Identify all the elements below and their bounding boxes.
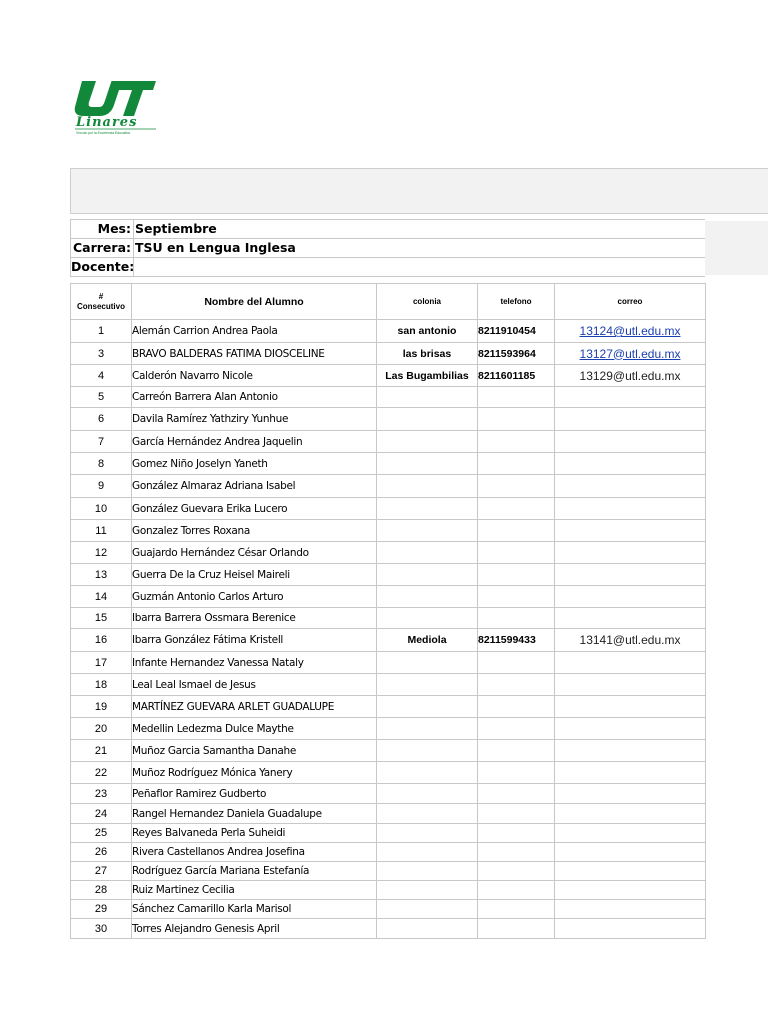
colonia-cell (377, 674, 478, 696)
student-name: González Almaraz Adriana Isabel (132, 475, 377, 498)
telefono-cell (478, 387, 555, 408)
mes-row (70, 219, 705, 238)
row-number: 27 (71, 862, 132, 881)
row-number: 13 (71, 564, 132, 586)
correo-cell (555, 387, 706, 408)
ut-linares-logo (72, 78, 158, 136)
colonia-cell (377, 564, 478, 586)
table-row (71, 862, 706, 881)
telefono-cell (478, 881, 555, 900)
table-row (71, 881, 706, 900)
row-number: 12 (71, 542, 132, 564)
student-name: Rodríguez García Mariana Estefanía (132, 862, 377, 881)
student-name: Rangel Hernandez Daniela Guadalupe (132, 804, 377, 824)
telefono-cell (478, 520, 555, 542)
correo-cell (555, 674, 706, 696)
telefono-cell (478, 652, 555, 674)
correo-cell (555, 881, 706, 900)
colonia-cell (377, 718, 478, 740)
correo-cell (555, 365, 706, 387)
table-row (71, 564, 706, 586)
row-number: 10 (71, 498, 132, 520)
telefono-cell (478, 824, 555, 843)
student-name: Calderón Navarro Nicole (132, 365, 377, 387)
correo-cell (555, 862, 706, 881)
row-number: 11 (71, 520, 132, 542)
colonia-cell: Mediola (377, 629, 478, 652)
colonia-cell (377, 520, 478, 542)
student-name: Gomez Niño Joselyn Yaneth (132, 453, 377, 475)
table-row (71, 652, 706, 674)
colonia-cell (377, 475, 478, 498)
correo-cell (555, 824, 706, 843)
student-roster-table (70, 283, 706, 939)
table-row (71, 475, 706, 498)
correo-cell (555, 608, 706, 629)
header-nombre: Nombre del Alumno (132, 284, 377, 320)
correo-cell (555, 586, 706, 608)
docente-value[interactable] (134, 258, 705, 276)
telefono-cell (478, 862, 555, 881)
telefono-cell (478, 498, 555, 520)
info-side-shade (705, 221, 768, 275)
table-row (71, 365, 706, 387)
colonia-cell (377, 408, 478, 431)
row-number: 21 (71, 740, 132, 762)
table-row (71, 843, 706, 862)
table-row (71, 824, 706, 843)
carrera-row (70, 238, 705, 257)
header-telefono: telefono (478, 284, 555, 320)
row-number: 29 (71, 900, 132, 919)
colonia-cell (377, 740, 478, 762)
header-consecutivo: # Consecutivo (71, 284, 132, 320)
row-number: 22 (71, 762, 132, 784)
correo-cell (555, 696, 706, 718)
student-name: Carreón Barrera Alan Antonio (132, 387, 377, 408)
telefono-cell (478, 784, 555, 804)
svg-text:Linares: Linares (76, 115, 138, 130)
row-number: 23 (71, 784, 132, 804)
student-name: González Guevara Erika Lucero (132, 498, 377, 520)
header-box (70, 168, 768, 214)
row-number: 4 (71, 365, 132, 387)
colonia-cell (377, 652, 478, 674)
telefono-cell (478, 843, 555, 862)
correo-cell (555, 784, 706, 804)
row-number: 5 (71, 387, 132, 408)
table-header-row (71, 284, 706, 320)
correo-cell (555, 718, 706, 740)
table-row (71, 453, 706, 475)
correo-cell (555, 408, 706, 431)
correo-cell (555, 343, 706, 365)
table-row (71, 762, 706, 784)
colonia-cell (377, 608, 478, 629)
correo-cell (555, 498, 706, 520)
colonia-cell (377, 804, 478, 824)
correo-cell (555, 740, 706, 762)
correo-cell (555, 431, 706, 453)
row-number: 18 (71, 674, 132, 696)
table-row (71, 320, 706, 343)
student-name: Leal Leal Ismael de Jesus (132, 674, 377, 696)
table-row (71, 900, 706, 919)
row-number: 20 (71, 718, 132, 740)
table-row (71, 498, 706, 520)
correo-cell (555, 629, 706, 652)
student-name: García Hernández Andrea Jaquelin (132, 431, 377, 453)
header-correo: correo (555, 284, 706, 320)
correo-cell (555, 475, 706, 498)
telefono-cell (478, 608, 555, 629)
student-name: Davila Ramírez Yathziry Yunhue (132, 408, 377, 431)
telefono-cell (478, 431, 555, 453)
telefono-cell (478, 804, 555, 824)
colonia-cell (377, 919, 478, 939)
colonia-cell (377, 696, 478, 718)
table-row (71, 408, 706, 431)
correo-cell (555, 900, 706, 919)
correo-cell (555, 453, 706, 475)
colonia-cell: las brisas (377, 343, 478, 365)
table-row (71, 740, 706, 762)
row-number: 6 (71, 408, 132, 431)
colonia-cell (377, 387, 478, 408)
table-row (71, 629, 706, 652)
telefono-cell (478, 718, 555, 740)
student-name: Infante Hernandez Vanessa Nataly (132, 652, 377, 674)
colonia-cell (377, 862, 478, 881)
email-text: 13129@utl.edu.mx (579, 368, 681, 383)
colonia-cell (377, 900, 478, 919)
telefono-cell: 8211910454 (478, 320, 555, 343)
correo-cell (555, 652, 706, 674)
row-number: 19 (71, 696, 132, 718)
table-row (71, 431, 706, 453)
colonia-cell: san antonio (377, 320, 478, 343)
telefono-cell (478, 564, 555, 586)
colonia-cell (377, 843, 478, 862)
table-row (71, 674, 706, 696)
colonia-cell (377, 498, 478, 520)
student-name: Muñoz Garcia Samantha Danahe (132, 740, 377, 762)
row-number: 30 (71, 919, 132, 939)
student-name: Sánchez Camarillo Karla Marisol (132, 900, 377, 919)
row-number: 15 (71, 608, 132, 629)
student-name: Ruiz Martinez Cecilia (132, 881, 377, 900)
table-row (71, 919, 706, 939)
colonia-cell (377, 453, 478, 475)
table-row (71, 542, 706, 564)
correo-cell (555, 520, 706, 542)
row-number: 26 (71, 843, 132, 862)
telefono-cell: 8211599433 (478, 629, 555, 652)
student-name: MARTÍNEZ GUEVARA ARLET GUADALUPE (132, 696, 377, 718)
correo-cell (555, 843, 706, 862)
student-name: Muñoz Rodríguez Mónica Yanery (132, 762, 377, 784)
course-info (70, 219, 705, 277)
correo-cell (555, 564, 706, 586)
row-number: 25 (71, 824, 132, 843)
telefono-cell (478, 696, 555, 718)
docente-row (70, 257, 705, 277)
table-row (71, 520, 706, 542)
student-name: Guajardo Hernández César Orlando (132, 542, 377, 564)
telefono-cell (478, 740, 555, 762)
student-name: Peñaflor Ramirez Gudberto (132, 784, 377, 804)
telefono-cell (478, 542, 555, 564)
row-number: 3 (71, 343, 132, 365)
row-number: 14 (71, 586, 132, 608)
student-name: Guzmán Antonio Carlos Arturo (132, 586, 377, 608)
colonia-cell (377, 586, 478, 608)
correo-cell (555, 804, 706, 824)
correo-cell (555, 762, 706, 784)
telefono-cell (478, 453, 555, 475)
row-number: 24 (71, 804, 132, 824)
table-row (71, 586, 706, 608)
email-text: 13141@utl.edu.mx (579, 633, 681, 647)
student-name: Guerra De la Cruz Heisel Maireli (132, 564, 377, 586)
telefono-cell (478, 408, 555, 431)
row-number: 17 (71, 652, 132, 674)
mes-label: Mes: (70, 220, 134, 238)
correo-cell (555, 542, 706, 564)
student-name: Ibarra Barrera Ossmara Berenice (132, 608, 377, 629)
table-row (71, 608, 706, 629)
table-row (71, 387, 706, 408)
student-name: BRAVO BALDERAS FATIMA DIOSCELINE (132, 343, 377, 365)
telefono-cell (478, 900, 555, 919)
carrera-label: Carrera: (70, 239, 134, 257)
header-colonia: colonia (377, 284, 478, 320)
colonia-cell (377, 542, 478, 564)
row-number: 8 (71, 453, 132, 475)
table-row (71, 718, 706, 740)
colonia-cell (377, 881, 478, 900)
student-name: Rivera Castellanos Andrea Josefina (132, 843, 377, 862)
colonia-cell: Las Bugambilias (377, 365, 478, 387)
table-row (71, 343, 706, 365)
colonia-cell (377, 784, 478, 804)
colonia-cell (377, 762, 478, 784)
svg-text:Vínculo por la Excelencia Educ: Vínculo por la Excelencia Educativa (76, 131, 130, 135)
table-row (71, 696, 706, 718)
carrera-value[interactable]: TSU en Lengua Inglesa (135, 240, 296, 255)
row-number: 7 (71, 431, 132, 453)
email-link[interactable]: 13124@utl.edu.mx (579, 324, 681, 338)
colonia-cell (377, 431, 478, 453)
student-name: Alemán Carrion Andrea Paola (132, 320, 377, 343)
telefono-cell: 8211601185 (478, 365, 555, 387)
telefono-cell (478, 762, 555, 784)
row-number: 28 (71, 881, 132, 900)
row-number: 16 (71, 629, 132, 652)
email-link[interactable]: 13127@utl.edu.mx (579, 346, 681, 361)
row-number: 1 (71, 320, 132, 343)
student-name: Ibarra González Fátima Kristell (132, 629, 377, 652)
telefono-cell (478, 586, 555, 608)
correo-cell (555, 320, 706, 343)
student-name: Medellin Ledezma Dulce Maythe (132, 718, 377, 740)
student-name: Torres Alejandro Genesis April (132, 919, 377, 939)
mes-value[interactable]: Septiembre (135, 221, 217, 236)
colonia-cell (377, 824, 478, 843)
table-row (71, 784, 706, 804)
student-name: Reyes Balvaneda Perla Suheidi (132, 824, 377, 843)
telefono-cell (478, 919, 555, 939)
row-number: 9 (71, 475, 132, 498)
table-row (71, 804, 706, 824)
telefono-cell (478, 674, 555, 696)
telefono-cell: 8211593964 (478, 343, 555, 365)
correo-cell (555, 919, 706, 939)
docente-label: Docente: (71, 259, 135, 274)
telefono-cell (478, 475, 555, 498)
student-name: Gonzalez Torres Roxana (132, 520, 377, 542)
